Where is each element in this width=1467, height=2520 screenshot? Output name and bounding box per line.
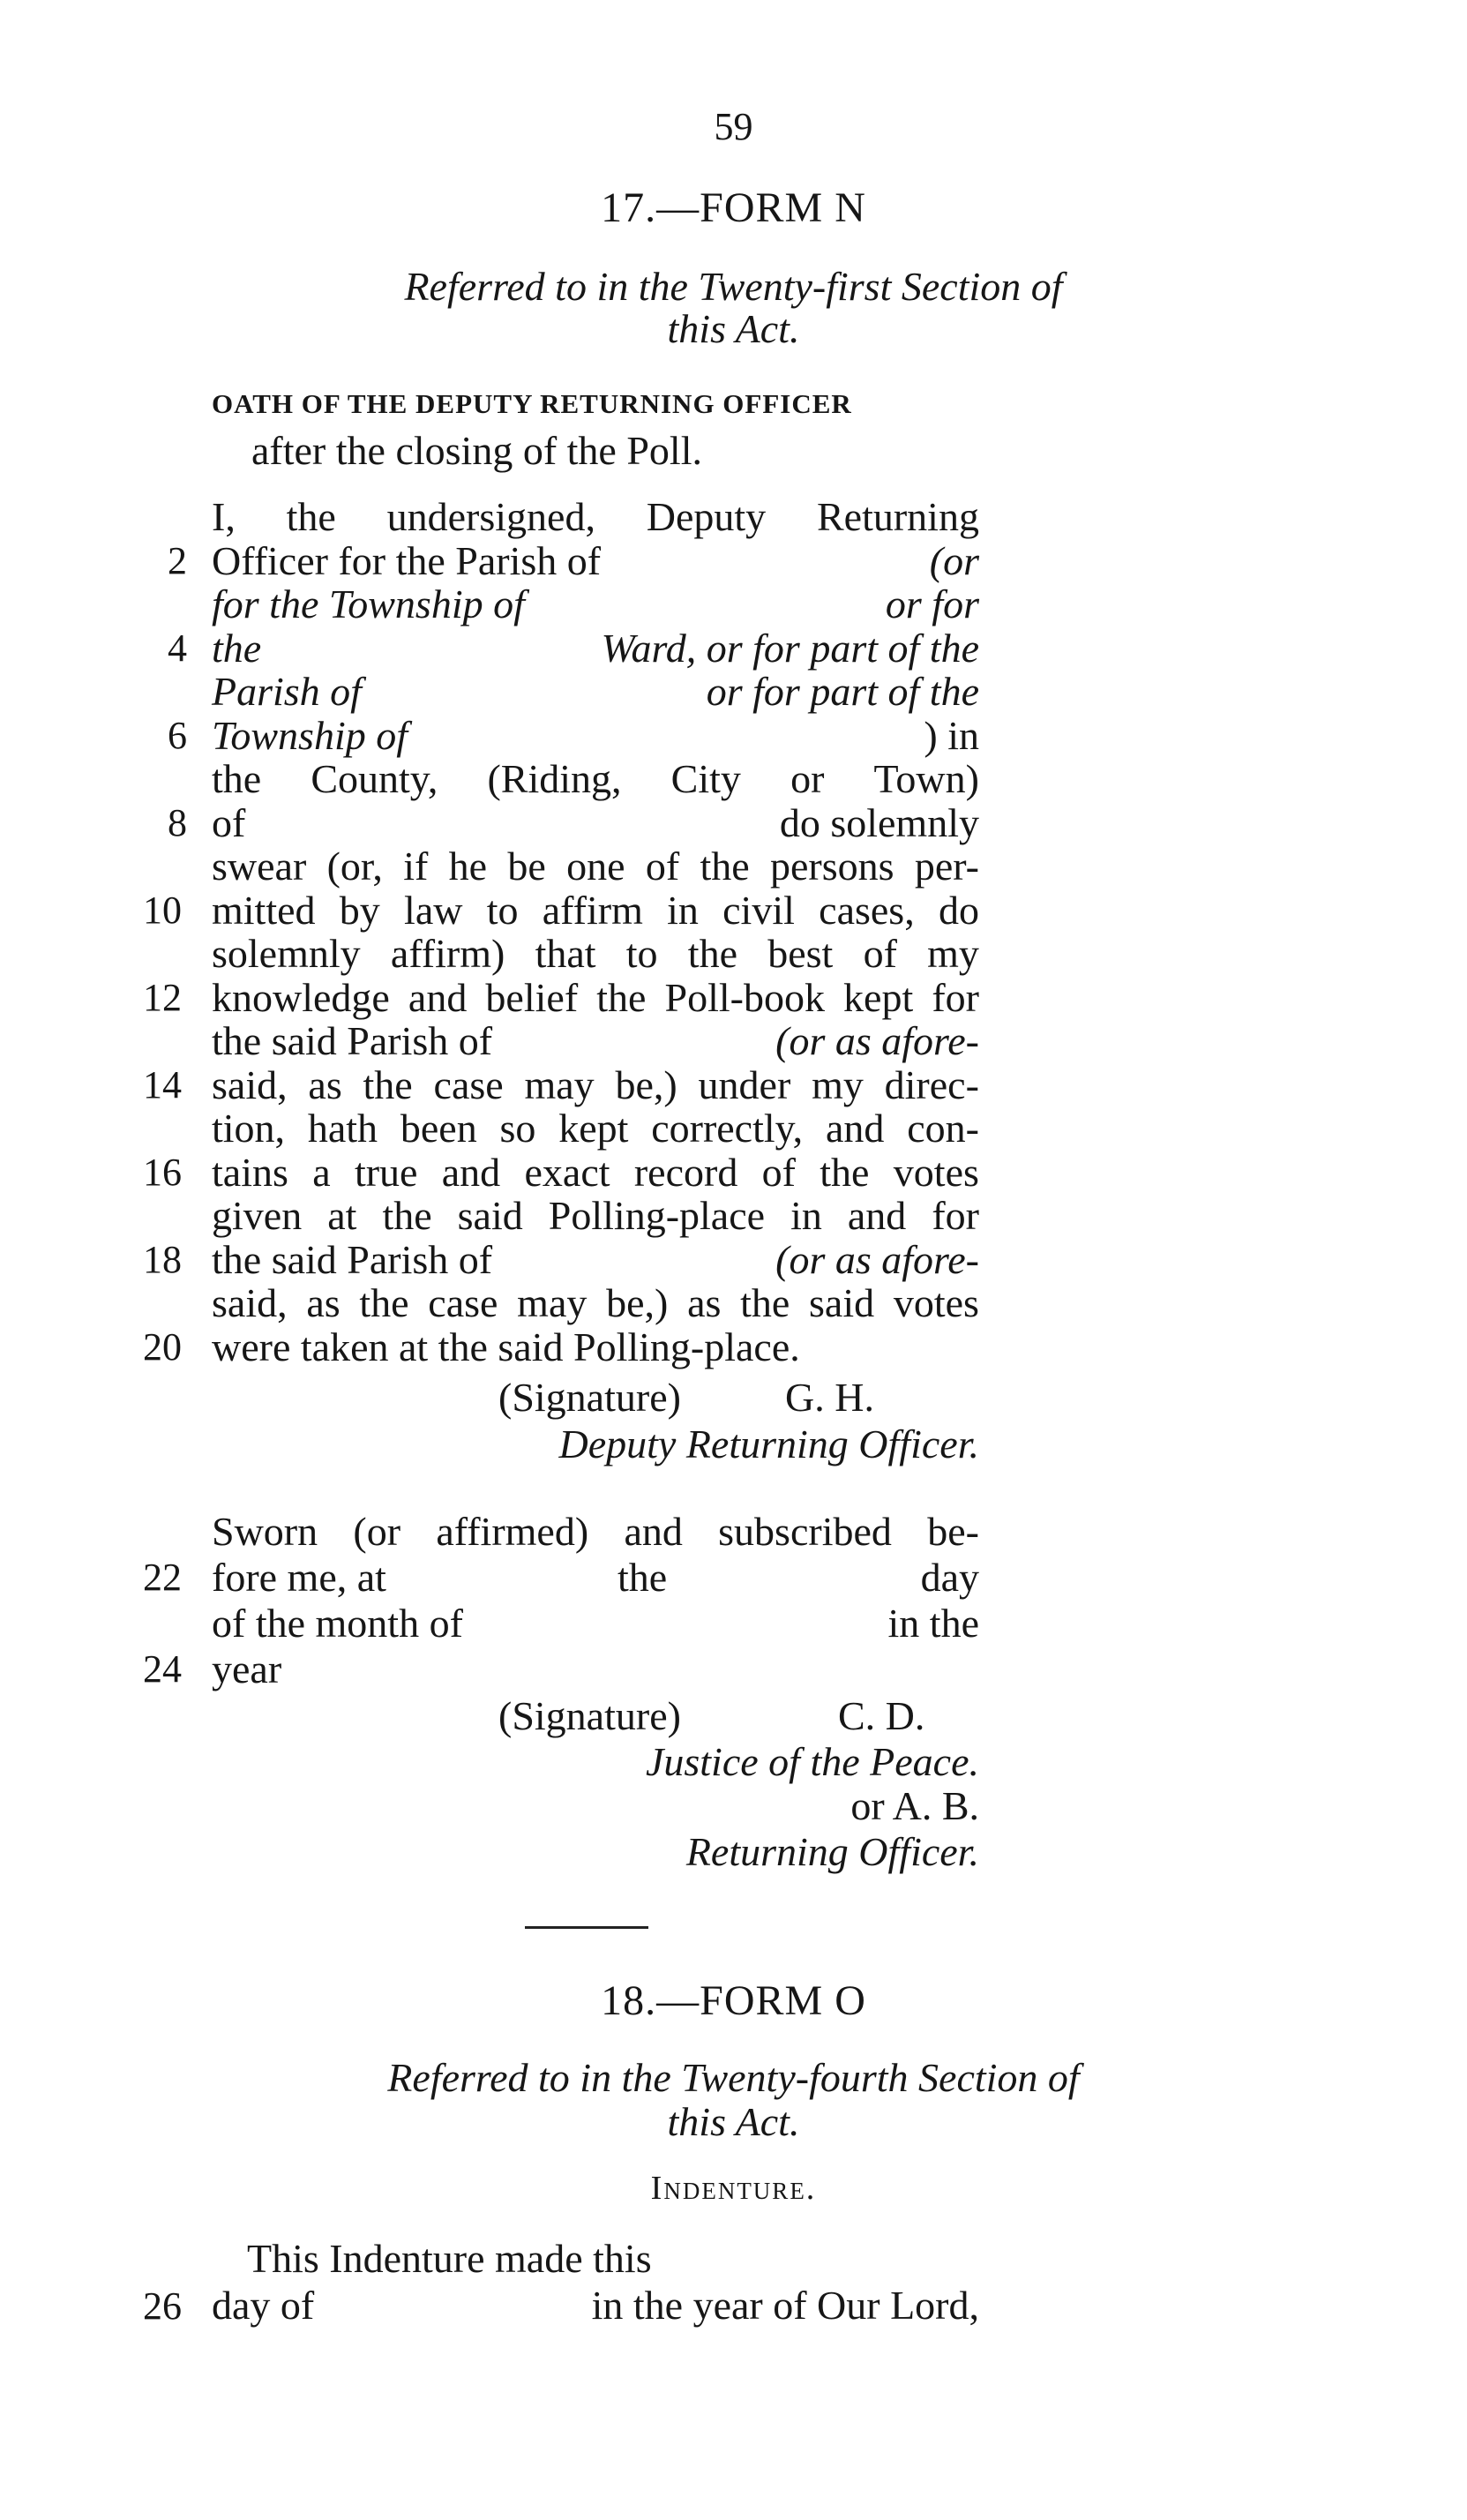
text-line (212, 1148, 979, 1197)
text-line (212, 799, 979, 848)
text-segment: Sworn (or affirmed) and subscribed be- (212, 1509, 979, 1554)
text-line (212, 1191, 979, 1241)
text-segment: knowledge and belief the Poll-book kept for (212, 974, 979, 1020)
text-segment: Ward, or for part of the (601, 625, 979, 671)
text-line (212, 929, 979, 979)
line-number: 22 (143, 1556, 182, 1599)
line-number: 18 (143, 1237, 182, 1281)
deputy-signature-label: (Signature) (498, 1375, 681, 1420)
text-line (212, 1553, 979, 1602)
returning-officer-title: Returning Officer. (685, 1829, 979, 1874)
page-number: 59 (714, 105, 753, 148)
jp-signature-label: (Signature) (498, 1693, 681, 1738)
text-line (212, 1061, 979, 1110)
jp-title: Justice of the Peace. (645, 1739, 979, 1784)
text-segment: or for part of the (706, 669, 979, 714)
text-line (212, 1104, 979, 1153)
form-o-heading: 18.—FORM O (601, 1977, 866, 2024)
text-line (212, 536, 979, 586)
text-segment: tion, hath been so kept correctly, and con- (212, 1106, 979, 1151)
text-segment: Township of (212, 712, 408, 758)
text-segment: do solemnly (779, 799, 979, 845)
line-number: 24 (143, 1647, 182, 1691)
text-segment: the said Parish of (212, 1236, 493, 1282)
text-line (212, 711, 979, 761)
text-line (212, 1016, 979, 1066)
text-line (212, 842, 979, 891)
text-segment: of (212, 799, 246, 845)
text-segment: the (212, 625, 262, 671)
text-segment: year (212, 1646, 282, 1691)
text-line (212, 667, 979, 716)
text-segment: in the (887, 1601, 979, 1646)
line-number: 12 (143, 975, 182, 1019)
line-number: 8 (168, 800, 187, 844)
text-segment: given at the said Polling-place in and for (212, 1193, 979, 1238)
text-line (212, 1645, 979, 1694)
form-n-reference-line-2: this Act. (667, 306, 800, 351)
oath-title: OATH OF THE DEPUTY RETURNING OFFICER (212, 388, 852, 419)
text-line (212, 1507, 979, 1556)
oath-subtitle: after the closing of the Poll. (251, 428, 702, 473)
text-segment: solemnly affirm) that to the best of my (212, 931, 979, 976)
text-segment: of the month of (212, 1601, 463, 1646)
line-number: 10 (143, 888, 182, 932)
text-segment: tains a true and exact record of the votes (212, 1149, 979, 1195)
text-segment: the County, (Riding, City or Town) (212, 756, 979, 801)
text-line (212, 1323, 979, 1372)
text-segment: or for (885, 581, 979, 626)
text-segment: the said Parish of (212, 1018, 493, 1063)
text-segment: mitted by law to affirm in civil cases, do (212, 887, 979, 933)
jp-signature-initials: C. D. (838, 1693, 925, 1738)
text-segment: for the Township of (212, 581, 525, 626)
text-line (212, 754, 979, 804)
text-line (212, 492, 979, 542)
text-segment: ) in (924, 712, 979, 758)
deputy-signature-initials: G. H. (785, 1375, 874, 1420)
text-segment: Officer for the Parish of (212, 537, 602, 583)
text-segment: said, as the case may be,) as the said votes (212, 1280, 979, 1325)
line-number: 26 (143, 2284, 182, 2328)
line-number: 14 (143, 1062, 182, 1106)
form-n-reference-line-1: Referred to in the Twenty-first Section of (404, 264, 1063, 309)
text-segment: said, as the case may be,) under my direc- (212, 1061, 979, 1107)
text-segment: were taken at the said Polling-place. (212, 1324, 800, 1369)
text-line (212, 1279, 979, 1328)
line-number: 20 (143, 1324, 182, 1369)
line-number: 4 (168, 626, 187, 670)
or-line: or A. B. (850, 1783, 979, 1828)
text-line (212, 580, 979, 629)
text-line (212, 1235, 979, 1285)
line-number: 6 (168, 713, 187, 757)
indenture-title: Indenture. (650, 2170, 817, 2207)
form-n-heading: 17.—FORM N (601, 184, 866, 231)
form-o-reference-line-2: this Act. (667, 2099, 800, 2144)
text-segment: I, the undersigned, Deputy Returning (212, 494, 979, 539)
indenture-line-2-right: in the year of Our Lord, (591, 2283, 979, 2328)
text-segment: day (920, 1555, 979, 1600)
form-o-reference-line-1: Referred to in the Twenty-fourth Section of (387, 2055, 1080, 2100)
text-segment: (or (929, 537, 979, 583)
text-line (212, 973, 979, 1023)
indenture-line-1: This Indenture made this (247, 2236, 652, 2281)
text-segment: the (617, 1555, 668, 1600)
text-segment: Parish of (212, 669, 362, 714)
section-divider (525, 1926, 648, 1929)
text-segment: fore me, at (212, 1555, 386, 1600)
text-line (212, 886, 979, 935)
line-number: 16 (143, 1150, 182, 1194)
text-line (212, 624, 979, 673)
text-segment: swear (or, if he be one of the persons per- (212, 844, 979, 889)
deputy-signature-title: Deputy Returning Officer. (558, 1421, 979, 1466)
text-segment: (or as afore- (775, 1018, 979, 1063)
line-number: 2 (168, 538, 187, 582)
text-line (212, 1599, 979, 1648)
text-segment: (or as afore- (775, 1236, 979, 1282)
indenture-line-2-left: day of (212, 2283, 315, 2328)
